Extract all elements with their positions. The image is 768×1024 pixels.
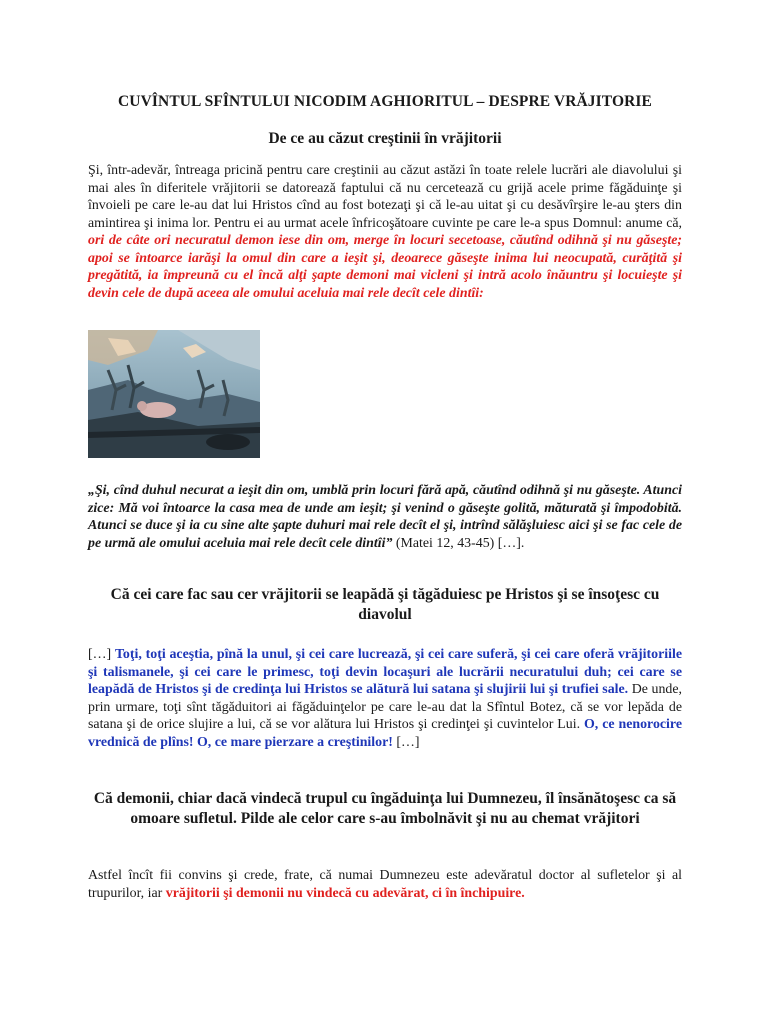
scripture-quote-text: „Şi, cînd duhul necurat a ieşit din om, umblă prin locuri fără apă, căutînd odihnă şi nu găseşte. Atunci zice: Mă voi întoarce la casa mea de unde am ieşit; şi venind o găseşte golită, măturată şi împodobită. Atunci se duce şi ia cu sine alte şapte duhuri mai rele decît el şi, intrînd sălăşluiesc aici şi se fac cele de pe urmă ale omului aceluia mai rele decît cele dintîi”: [88, 483, 682, 551]
paragraph-3: [88, 867, 682, 902]
painting-illustration: [88, 330, 260, 458]
paragraph-1-text: Şi, într-adevăr, întreaga pricină pentru care creştinii au căzut astăzi în toate relele lucrări ale diavolului şi mai ales în diferitele vrăjitorii se datorează faptului că nu cercetează cu grijă acele prime făgăduinţe şi învoieli pe care le-au dat lui Hristos cînd au fost botezaţi şi că le-au uitat şi cu desăvîrşire le-au şters din amintirea şi inima lor. Pentru ei au urmat acele înfricoşătoare cuvinte pe care le-a spus Domnul: anume că,: [88, 163, 682, 231]
paragraph-1: [88, 162, 682, 302]
paragraph-3-red: vrăjitorii şi demonii nu vindecă cu adevărat, ci în închipuire.: [165, 885, 525, 901]
scripture-quote: [88, 482, 682, 552]
paragraph-2-tail: […]: [392, 734, 420, 750]
paragraph-2-blue-1: Toţi, toţi aceştia, pînă la unul, şi cei care lucrează, şi cei care suferă, şi cei care oferă vrăjitoriile şi talismanele, şi cei care le primesc, toţi devin locaşuri ale lucrării necuratului duh; cei care se leapădă de Hristos şi de credinţa lui Hristos se alătură lui satana şi slujirii lui şi trufiei sale.: [88, 647, 682, 697]
section-heading-3: Că demonii, chiar dacă vindecă trupul cu îngăduinţa lui Dumnezeu, îl însănătoşesc ca să omoare sufletul. Pilde ale celor care s-au îmbolnăvit şi nu au chemat vrăjitori: [93, 790, 677, 827]
document-title: CUVÎNTUL SFÎNTULUI NICODIM AGHIORITUL – DESPRE VRĂJITORIE: [118, 93, 652, 110]
paragraph-2: [88, 646, 682, 751]
paragraph-3-text: Astfel încît fii convins şi crede, frate, că numai Dumnezeu este adevăratul doctor al sufletelor şi al trupurilor, iar: [88, 868, 682, 901]
icon-painting-image: [88, 330, 260, 458]
scripture-reference: (Matei 12, 43-45) […].: [392, 535, 525, 551]
paragraph-2-blue-2: O, ce nenorocire vrednică de plîns! O, ce mare pierzare a creştinilor!: [88, 717, 682, 750]
section-heading-2: Că cei care fac sau cer vrăjitorii se leapădă şi tăgăduiesc pe Hristos şi se însoţesc cu diavolul: [110, 586, 660, 623]
paragraph-2-text: De unde, prin urmare, toţi sînt tăgăduitori ai făgăduinţelor pe care le-au dat la Sfîntul Botez, că se vor lepăda de satana şi de orice slujire a lui, că se vor alătura lui Hristos şi credinţei şi cuvintelor Lui.: [88, 682, 682, 732]
paragraph-2-lead: […]: [88, 647, 115, 662]
section-heading-1: De ce au căzut creştinii în vrăjitorii: [268, 130, 502, 147]
paragraph-1-red-quote: ori de câte ori necuratul demon iese din om, merge în locuri secetoase, căutînd odihnă şi nu găseşte; apoi se întoarce iarăşi la omul din care a ieşit şi, deoarece găseşte inima lui neocupată, curăţită şi pregătită, ia împreună cu el încă alţi şapte demoni mai vicleni şi intră acolo înăuntru şi locuieşte şi devin cele de după aceea ale omului aceluia mai rele decît cele dintîi:: [88, 233, 682, 301]
